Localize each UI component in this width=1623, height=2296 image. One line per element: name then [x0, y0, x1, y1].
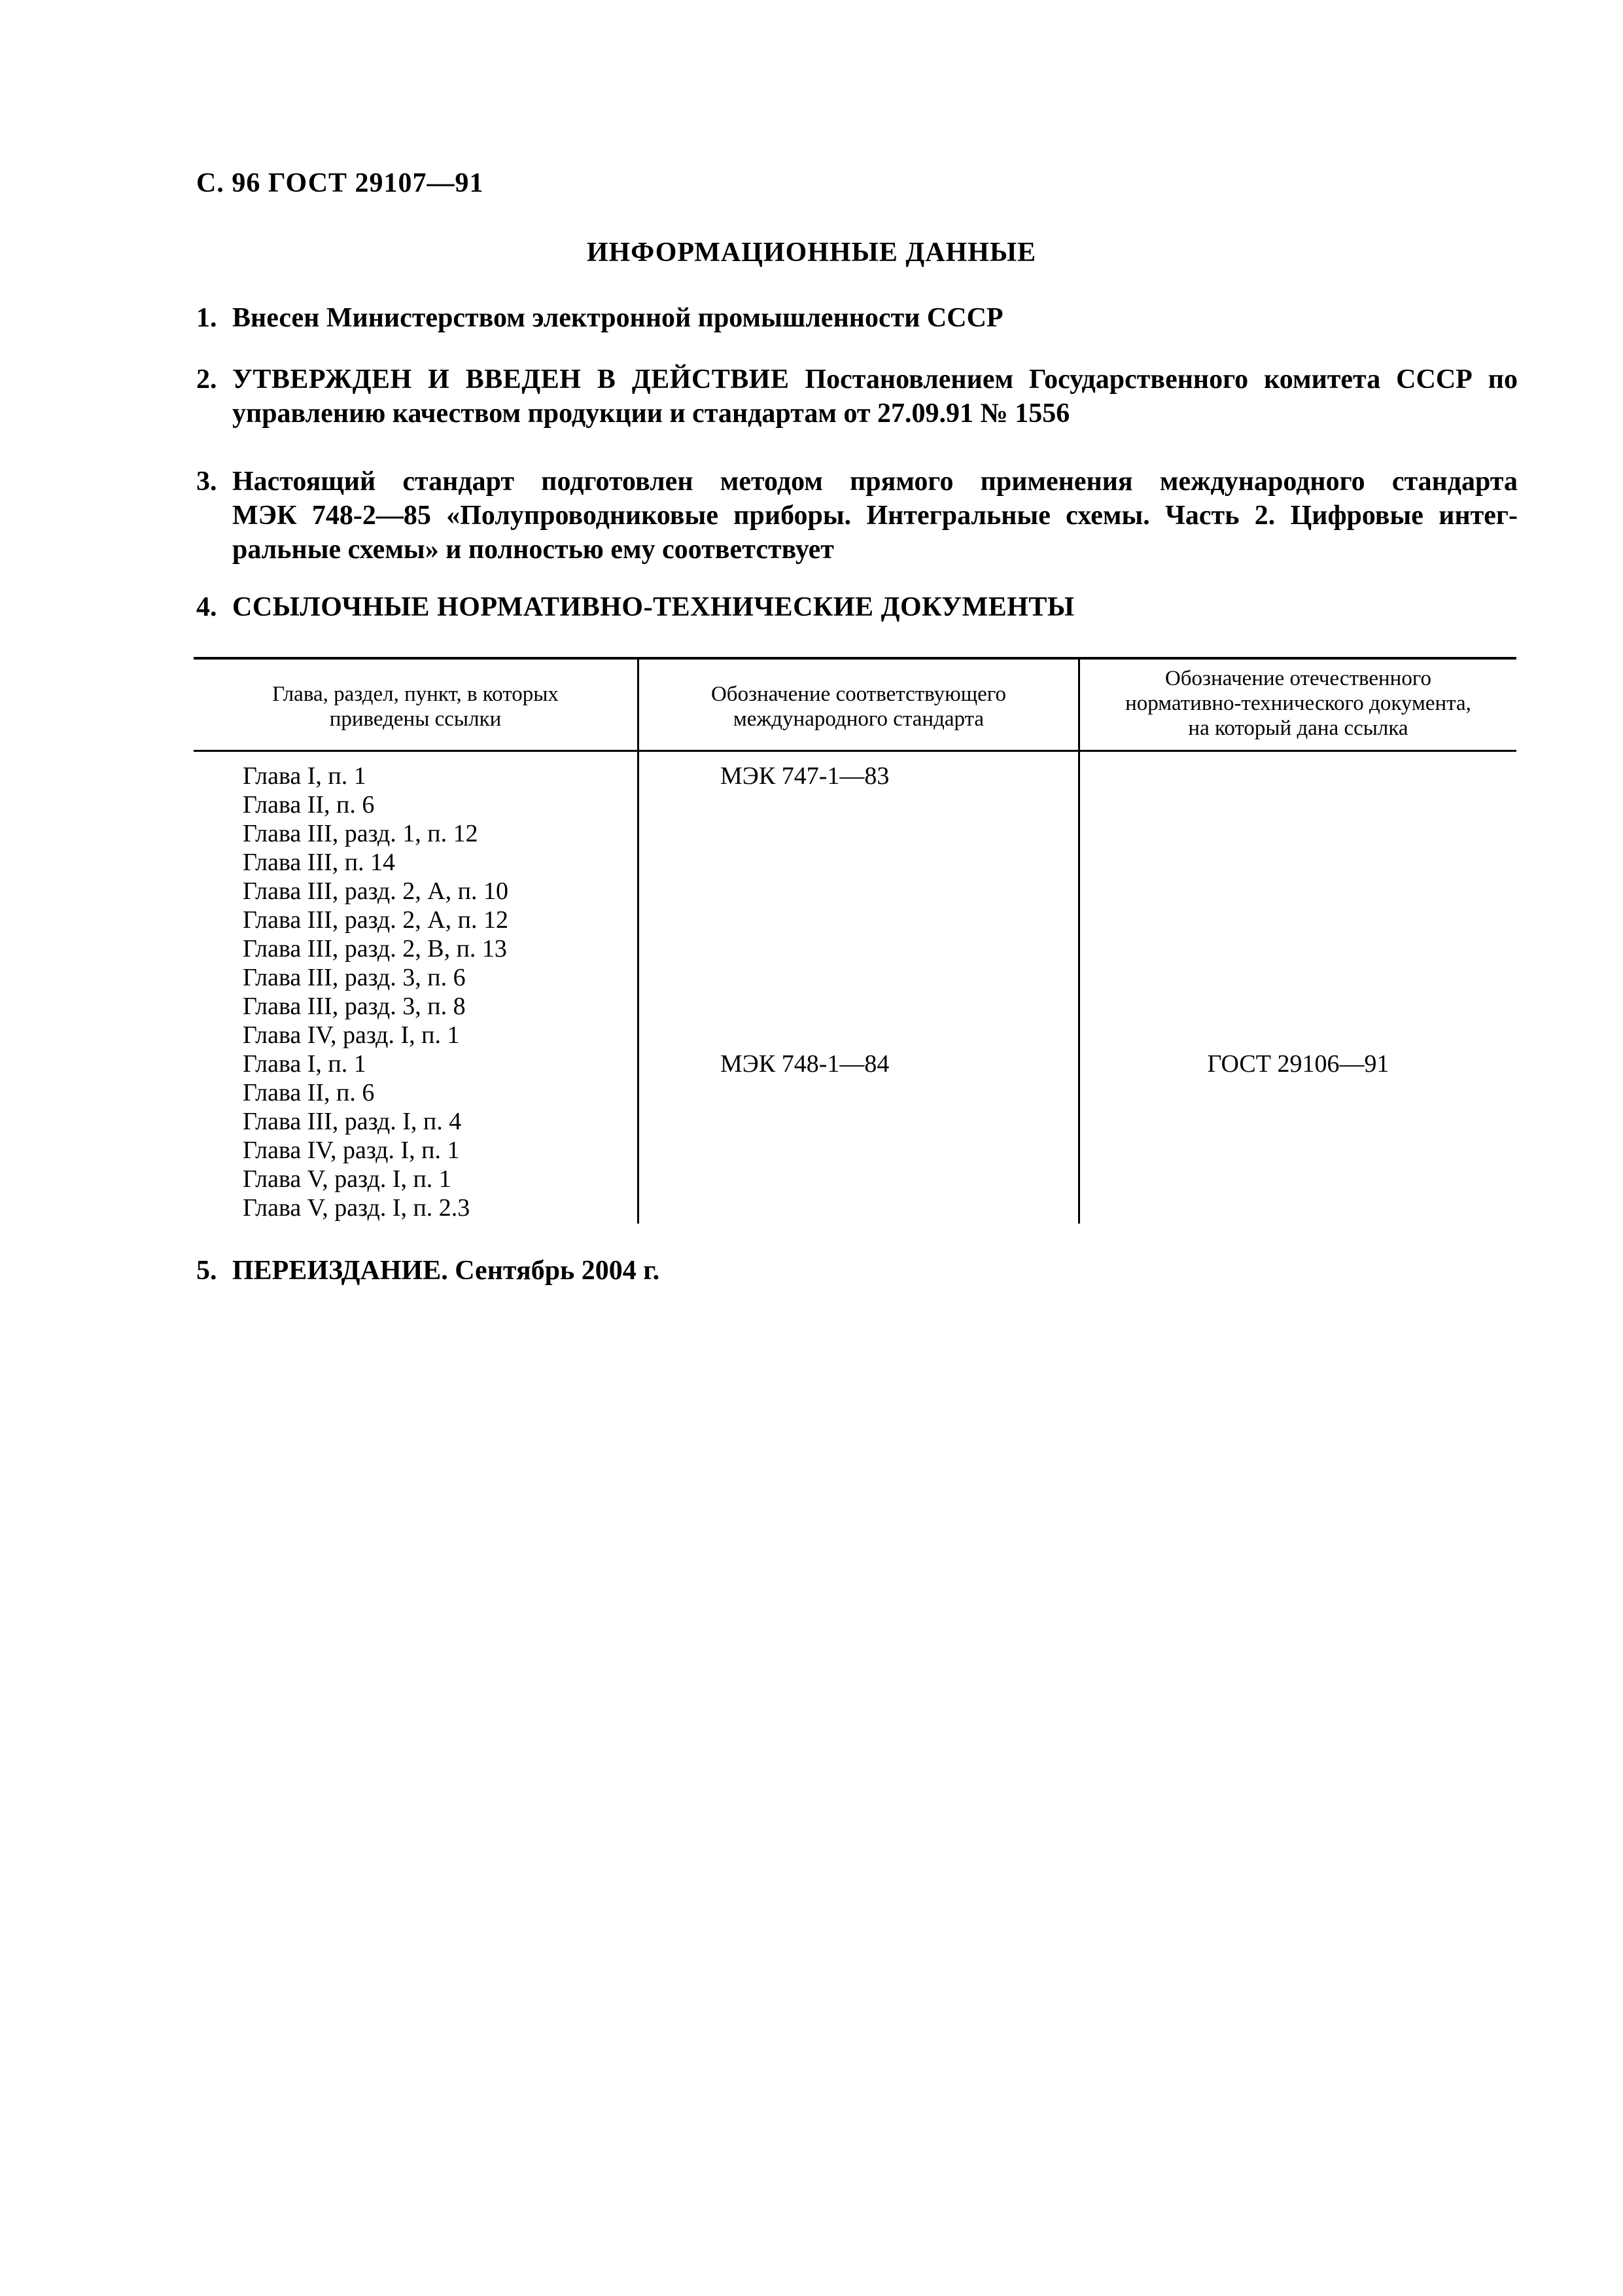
- item-number: 1.: [196, 303, 217, 333]
- chapter-ref: Глава III, разд. 3, п. 6: [243, 964, 466, 991]
- header-line: нормативно-технического документа,: [1125, 692, 1471, 715]
- item-text-line3: ральные схемы» и полностью ему соответствует: [232, 535, 834, 565]
- item-number: 5.: [196, 1256, 217, 1286]
- chapter-ref: Глава III, разд. 2, В, п. 13: [243, 935, 507, 963]
- table-top-rule: [194, 657, 1516, 660]
- chapter-ref: Глава V, разд. I, п. 1: [243, 1165, 451, 1193]
- table-column-divider: [1078, 657, 1080, 1224]
- info-item-1: [196, 301, 1518, 335]
- item-text: ССЫЛОЧНЫЕ НОРМАТИВНО-ТЕХНИЧЕСКИЕ ДОКУМЕНТЫ: [232, 592, 1075, 622]
- table-header-col3: [1080, 666, 1516, 741]
- item-text-line1: Настоящий стандарт подготовлен методом прямого применения международного стандарта: [232, 467, 1518, 497]
- header-line: на который дана ссылка: [1188, 716, 1408, 740]
- chapter-ref: Глава IV, разд. I, п. 1: [243, 1021, 460, 1049]
- info-item-4: [196, 590, 1518, 624]
- chapter-ref: Глава V, разд. I, п. 2.3: [243, 1194, 470, 1222]
- table-header-rule: [194, 750, 1516, 752]
- header-line: Обозначение соответствующего: [710, 682, 1007, 706]
- item-text: [196, 362, 1518, 397]
- references-table: [194, 657, 1516, 1224]
- item-text-rest: Постановлением Государственного комитета СССР по: [789, 364, 1518, 395]
- running-header: С. 96 ГОСТ 29107—91: [196, 168, 484, 198]
- item-caps-text: УТВЕРЖДЕН И ВВЕДЕН В ДЕЙСТВИЕ: [232, 364, 790, 395]
- header-line: Глава, раздел, пункт, в которых: [272, 682, 559, 706]
- info-item-5: [196, 1254, 1518, 1288]
- chapter-ref: Глава II, п. 6: [243, 791, 375, 819]
- table-cell-chapters: [243, 762, 508, 1222]
- chapter-ref: Глава III, разд. 2, А, п. 10: [243, 877, 509, 905]
- item-number: 3.: [196, 467, 217, 497]
- chapter-ref: Глава I, п. 1: [243, 762, 366, 790]
- item-number: 2.: [196, 364, 217, 395]
- chapter-ref: Глава III, разд. 3, п. 8: [243, 993, 466, 1020]
- table-header-col1: [194, 682, 637, 732]
- item-number: 4.: [196, 592, 217, 622]
- header-line: Обозначение отечественного: [1164, 667, 1432, 690]
- chapter-ref: Глава III, разд. 1, п. 12: [243, 820, 478, 847]
- chapter-ref: Глава I, п. 1: [243, 1050, 366, 1078]
- table-cell-intl-standard: МЭК 748-1—84: [720, 1050, 890, 1078]
- table-cell-national-doc: ГОСТ 29106—91: [1207, 1050, 1389, 1078]
- chapter-ref: Глава III, разд. I, п. 4: [243, 1108, 462, 1135]
- info-item-3: [196, 465, 1518, 567]
- table-cell-intl-standard: МЭК 747-1—83: [720, 762, 890, 790]
- table-header-col2: [639, 682, 1078, 732]
- header-line: приведены ссылки: [329, 707, 502, 731]
- header-line: международного стандарта: [733, 707, 985, 731]
- info-item-2: [196, 362, 1518, 431]
- chapter-ref: Глава II, п. 6: [243, 1079, 375, 1106]
- chapter-ref: Глава III, разд. 2, А, п. 12: [243, 906, 509, 934]
- item-text: ПЕРЕИЗДАНИЕ. Сентябрь 2004 г.: [232, 1256, 660, 1286]
- item-text-line2: управлению качеством продукции и стандартам от 27.09.91 № 1556: [232, 398, 1070, 429]
- table-column-divider: [637, 657, 639, 1224]
- item-text: Внесен Министерством электронной промышленности СССР: [232, 303, 1003, 333]
- chapter-ref: Глава III, п. 14: [243, 849, 396, 876]
- chapter-ref: Глава IV, разд. I, п. 1: [243, 1137, 460, 1164]
- section-title: ИНФОРМАЦИОННЫЕ ДАННЫЕ: [586, 238, 1037, 268]
- item-text-line2: МЭК 748-2—85 «Полупроводниковые приборы. Интегральные схемы. Часть 2. Цифровые интег-: [232, 501, 1518, 531]
